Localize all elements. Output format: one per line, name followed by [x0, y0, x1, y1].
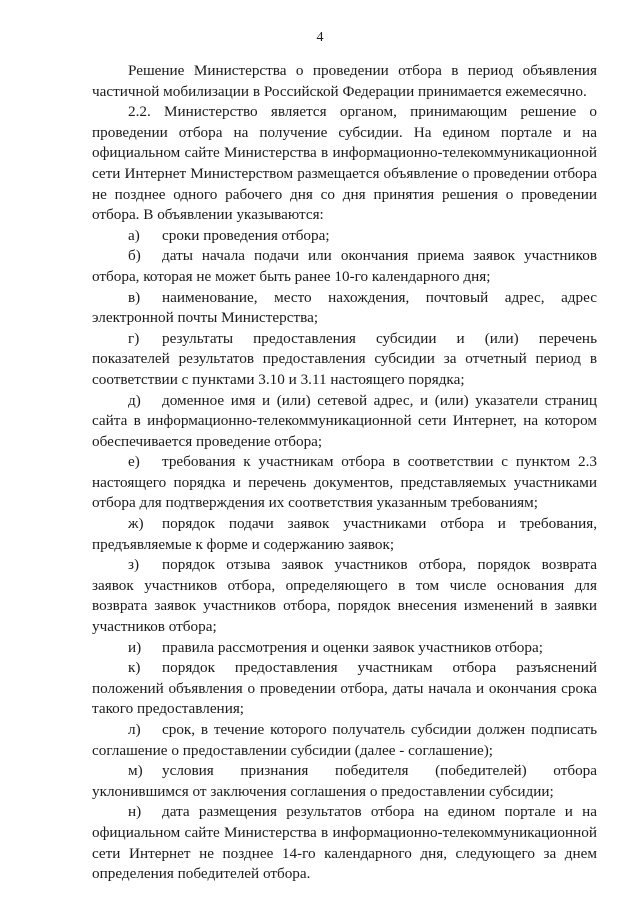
item-letter: в) [128, 288, 141, 306]
item-text: условия признания победителя (победителей) отбора уклонившимся от заключения соглашения о предоставлении субсидии; [92, 762, 597, 800]
list-item [92, 658, 597, 720]
section-2-2-paragraph: 2.2. Министерство является органом, принимающим решение о проведении отбора на получение субсидии. На едином портале и на официальном сайте Министерства в информационно-телекоммуникационной сети Интернет Министерством размещается объявление о проведении отбора не позднее одного рабочего дня со дня принятия решения о проведении отбора. В объявлении указываются: [92, 103, 597, 224]
list-item [92, 638, 597, 659]
list-item [92, 329, 597, 391]
item-letter: л) [128, 721, 141, 738]
list-item [92, 555, 597, 637]
item-letter: а) [128, 226, 140, 244]
document-body [92, 61, 597, 885]
item-text: результаты предоставления субсидии и (или) перечень показателей результатов предоставления субсидии за отчетный период в соответствии с пунктами 3.10 и 3.11 настоящего порядка; [92, 329, 597, 388]
item-letter: м) [128, 762, 143, 780]
item-letter: д) [128, 391, 141, 409]
list-item [92, 288, 597, 329]
items-list [92, 226, 597, 885]
list-item [92, 391, 597, 453]
item-text: сроки проведения отбора; [162, 226, 330, 244]
list-item [92, 720, 597, 761]
item-letter: и) [128, 638, 142, 656]
list-item [92, 452, 597, 514]
list-item [92, 226, 597, 247]
list-item [92, 802, 597, 884]
item-text: требования к участникам отбора в соответствии с пунктом 2.3 настоящего порядка и перечень документов, представляемых участниками отбора для подтверждения их соответствия указанным требованиям; [92, 453, 597, 512]
item-letter: г) [128, 329, 140, 347]
item-text: даты начала подачи или окончания приема заявок участников отбора, которая не может быть ранее 10-го календарного дня; [92, 247, 597, 285]
item-text: наименование, место нахождения, почтовый адрес, адрес электронной почты Министерства; [92, 288, 597, 327]
list-item [92, 514, 597, 555]
item-letter: н) [128, 803, 142, 821]
item-text: порядок подачи заявок участниками отбора и требования, предъявляемые к форме и содержанию заявок; [92, 515, 597, 553]
list-item [92, 246, 597, 287]
item-text: правила рассмотрения и оценки заявок участников отбора; [162, 638, 543, 656]
item-letter: к) [128, 659, 141, 677]
item-text: порядок предоставления участникам отбора разъяснений положений объявления о проведении отбора, даты начала и окончания срока такого предоставления; [92, 659, 597, 718]
item-letter: ж) [128, 515, 144, 533]
page-number: 4 [316, 30, 324, 45]
item-letter: з) [128, 556, 140, 574]
item-letter: б) [128, 247, 141, 265]
list-item [92, 761, 597, 802]
intro-paragraph: Решение Министерства о проведении отбора в период объявления частичной мобилизации в Российской Федерации принимается ежемесячно. [92, 62, 597, 100]
item-text: срок, в течение которого получатель субсидии должен подписать соглашение о предоставлении субсидии (далее - соглашение); [92, 721, 597, 759]
item-text: дата размещения результатов отбора на едином портале и на официальном сайте Министерства в информационно-телекоммуникационной сети Интернет не позднее 14-го календарного дня, следующего за днем определения победителей отбора. [92, 803, 597, 883]
item-letter: е) [128, 453, 140, 471]
item-text: порядок отзыва заявок участников отбора, порядок возврата заявок участников отбора, определяющего в том числе основания для возврата заявок участников отбора, порядок внесения изменений в заявки участников отбора; [92, 556, 597, 636]
item-text: доменное имя и (или) сетевой адрес, и (или) указатели страниц сайта в информационно-телекоммуникационной сети Интернет, на котором обеспечивается проведение отбора; [92, 391, 597, 450]
